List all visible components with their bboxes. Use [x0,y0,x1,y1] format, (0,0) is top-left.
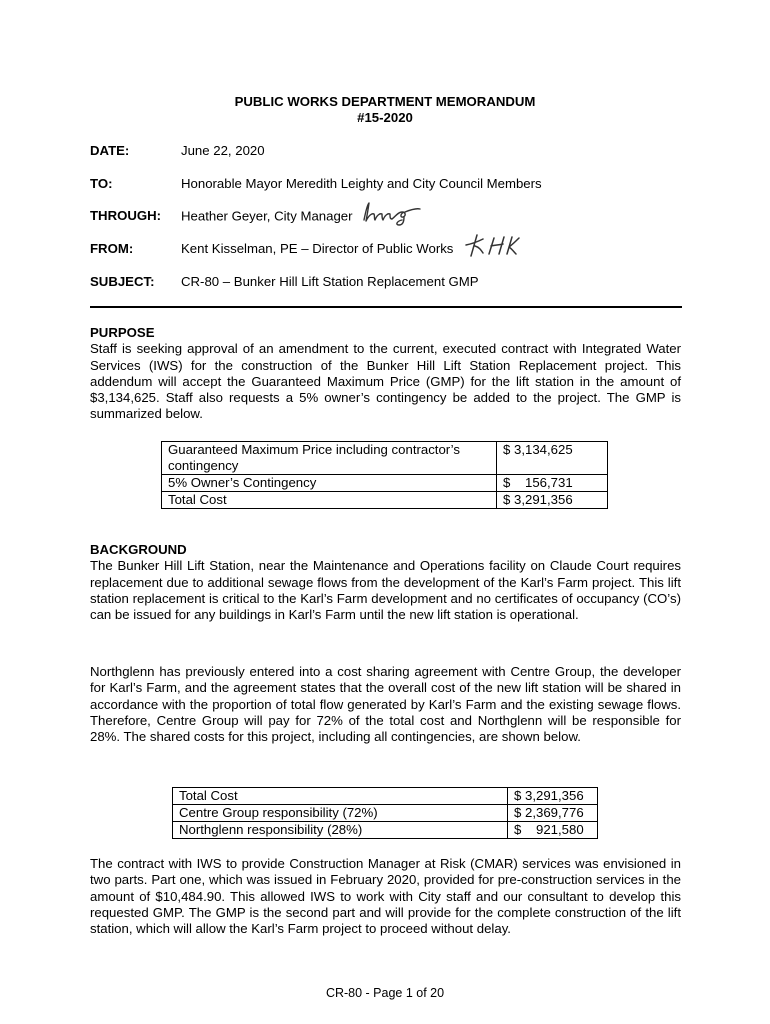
date-value: June 22, 2020 [181,143,265,158]
gmp-row-label: Guaranteed Maximum Price including contractor’s contingency [162,442,497,475]
share-row-amount: $ 921,580 [508,822,598,839]
subject-label: SUBJECT: [90,274,155,289]
date-label: DATE: [90,143,130,158]
background-para-1: The Bunker Hill Lift Station, near the Maintenance and Operations facility on Claude Court requires replacement due to additional sewage flows from the development of the Karl’s Farm project. This lift station replacement is critical to the Karl’s Farm development and no certificates of occupancy (CO’s) can be issued for any buildings in Karl’s Farm until the new lift station is operational. [90,558,681,623]
purpose-heading: PURPOSE [90,325,155,340]
background-para-3-block [90,856,681,937]
table-row [162,442,608,475]
through-value-wrap [181,208,424,226]
purpose-section [90,325,681,423]
page-footer: CR-80 - Page 1 of 20 [325,986,445,1000]
background-para-2: Northglenn has previously entered into a cost sharing agreement with Centre Group, the developer for Karl’s Farm, and the agreement states that the overall cost of the new lift station will be shared in accordance with the proportion of total flow generated by Karl’s Farm and the existing sewage flows. Therefore, Centre Group will pay for 72% of the total cost and Northglenn will be responsible for 28%. The shared costs for this project, including all contingencies, are shown below. [90,664,681,745]
from-value-wrap [181,241,521,258]
table-row [162,475,608,492]
table-row [173,805,598,822]
to-value: Honorable Mayor Meredith Leighty and City Council Members [181,176,542,191]
background-para-2-block [90,664,681,745]
from-value: Kent Kisselman, PE – Director of Public Works [181,241,454,256]
header-divider [90,306,682,308]
table-row [173,788,598,805]
gmp-row-label: Total Cost [162,492,497,509]
gmp-row-label: 5% Owner’s Contingency [162,475,497,492]
gmp-table [161,441,608,509]
share-row-amount: $ 3,291,356 [508,788,598,805]
through-value: Heather Geyer, City Manager [181,208,353,224]
memo-number: #15-2020 [357,110,413,125]
memo-title-block [0,94,770,126]
share-row-amount: $ 2,369,776 [508,805,598,822]
from-label: FROM: [90,241,134,256]
gmp-row-amount: $ 3,291,356 [497,492,608,509]
cost-share-table [172,787,598,839]
share-row-label: Centre Group responsibility (72%) [173,805,508,822]
table-row [173,822,598,839]
share-row-label: Northglenn responsibility (28%) [173,822,508,839]
gmp-row-amount: $ 156,731 [497,475,608,492]
table-row [162,492,608,509]
from-initials-signature [461,232,521,258]
gmp-row-amount: $ 3,134,625 [497,442,608,475]
memo-title: PUBLIC WORKS DEPARTMENT MEMORANDUM [234,94,536,109]
through-label: THROUGH: [90,208,162,223]
background-section [90,542,681,623]
through-initials-signature [360,200,424,226]
background-para-3: The contract with IWS to provide Construction Manager at Risk (CMAR) services was envisioned in two parts. Part one, which was issued in February 2020, provided for pre-construction services in the amount of $10,484.90. This allowed IWS to work with City staff and our consultant to develop this requested GMP. The GMP is the second part and will provide for the complete construction of the lift station, which will allow the Karl’s Farm project to proceed without delay. [90,856,681,937]
purpose-text: Staff is seeking approval of an amendment to the current, executed contract with Integrated Water Services (IWS) for the construction of the Bunker Hill Lift Station Replacement project. This addendum will accept the Guaranteed Maximum Price (GMP) for the lift station in the amount of $3,134,625. Staff also requests a 5% owner’s contingency be added to the project. The GMP is summarized below. [90,341,681,422]
background-heading: BACKGROUND [90,542,187,557]
subject-value: CR-80 – Bunker Hill Lift Station Replacement GMP [181,274,479,289]
to-label: TO: [90,176,113,191]
share-row-label: Total Cost [173,788,508,805]
